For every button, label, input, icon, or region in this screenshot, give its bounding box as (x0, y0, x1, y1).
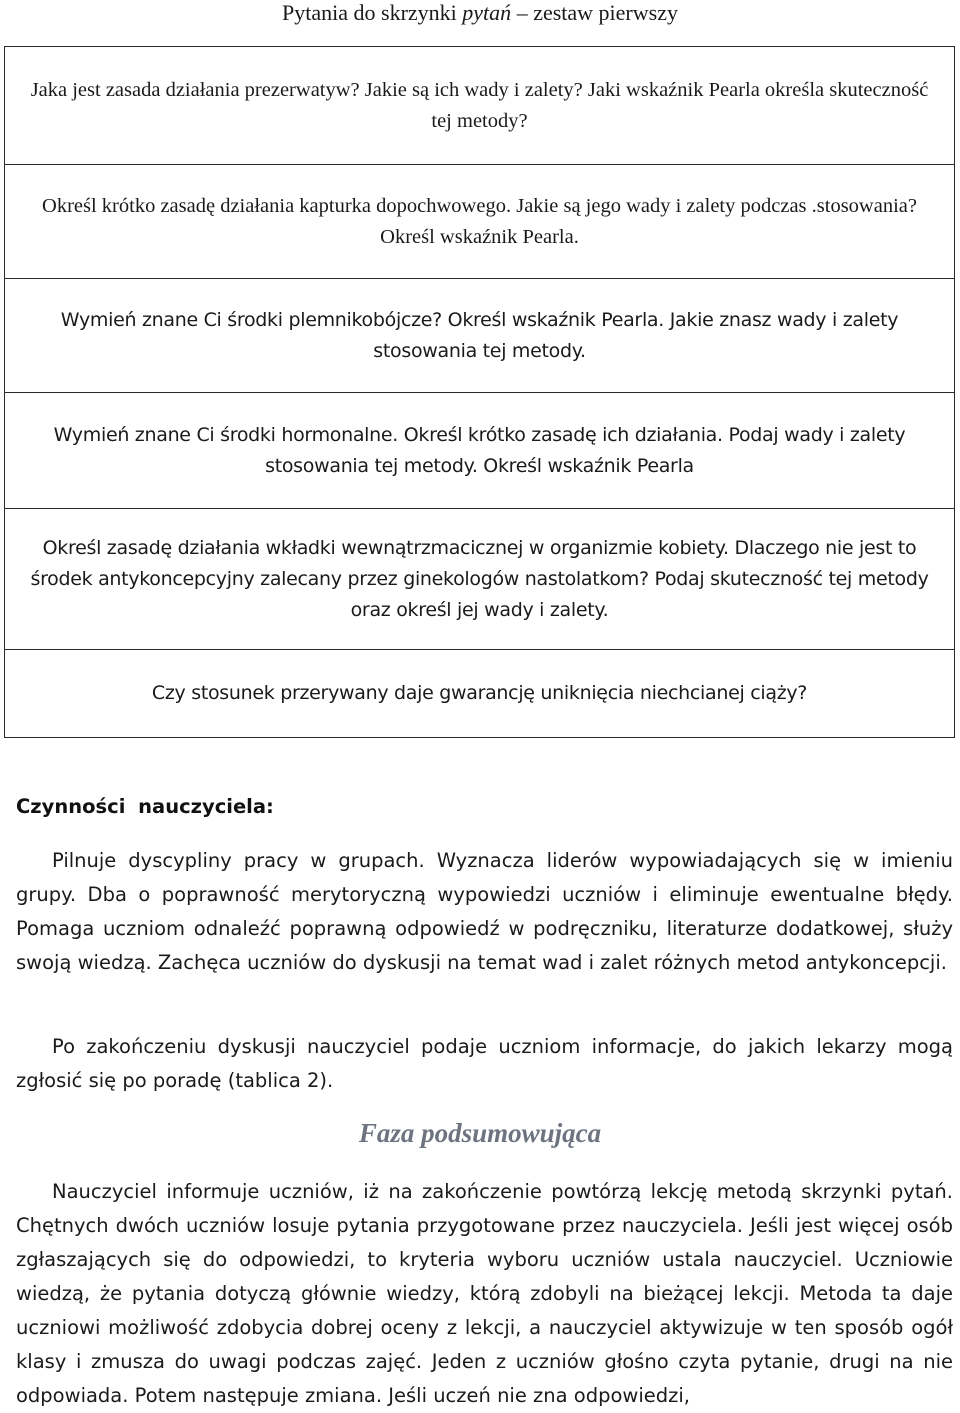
question-cell: Jaka jest zasada działania prezerwatyw? Jakie są ich wady i zalety? Jaki wskaźnik Pearla określa skuteczność tej metody? (5, 47, 955, 165)
summary-phase-heading: Faza podsumowująca (358, 1118, 602, 1148)
question-cell: Określ zasadę działania wkładki wewnątrzmacicznej w organizmie kobiety. Dlaczego nie jest to środek antykoncepcyjny zalecany przez ginekologów nastolatkom? Podaj skuteczność tej metody oraz określ jej wady i zalety. (5, 509, 955, 650)
question-row (5, 393, 955, 509)
page-title-suffix: – zestaw pierwszy (511, 0, 678, 25)
question-row (5, 509, 955, 650)
question-row (5, 165, 955, 279)
question-cell: Wymień znane Ci środki hormonalne. Określ krótko zasadę ich działania. Podaj wady i zalety stosowania tej metody. Określ wskaźnik Pearla (5, 393, 955, 509)
question-cell: Określ krótko zasadę działania kapturka dopochwowego. Jakie są jego wady i zalety podczas .stosowania? Określ wskaźnik Pearla. (5, 165, 955, 279)
question-row (5, 47, 955, 165)
summary-paragraph: Nauczyciel informuje uczniów, iż na zakończenie powtórzą lekcję metodą skrzynki pytań. Chętnych dwóch uczniów losuje pytania przygotowane przez nauczyciela. Jeśli jest więcej osób zgłaszających się do odpowiedzi, to kryteria wyboru uczniów ustala nauczyciel. Uczniowie wiedzą, że pytania dotyczą głównie wiedzy, którą zdobyli na bieżącej lekcji. Metoda ta daje uczniowi możliwość zdobycia dobrej oceny z lekcji, a nauczyciel aktywizuje w ten sposób ogół klasy i zmusza do uwagi podczas zajęć. Jeden z uczniów głośno czyta pytanie, drugi na nie odpowiada. Potem następuje zmiana. Jeśli uczeń nie zna odpowiedzi, (16, 1180, 953, 1407)
teacher-paragraph: Po zakończeniu dyskusji nauczyciel podaje uczniom informacje, do jakich lekarzy mogą zgłosić się po poradę (tablica 2). (16, 1035, 953, 1092)
questions-table (4, 46, 955, 738)
question-cell: Czy stosunek przerywany daje gwarancję uniknięcia niechcianej ciąży? (5, 650, 955, 738)
page-title-prefix: Pytania do skrzynki (282, 0, 463, 25)
question-row (5, 279, 955, 393)
page-title (0, 0, 960, 26)
page-title-italic: pytań (462, 0, 512, 25)
teacher-paragraph: Pilnuje dyscypliny pracy w grupach. Wyznacza liderów wypowiadających się w imieniu grupy. Dba o poprawność merytoryczną wypowiedzi uczniów i eliminuje ewentualne błędy. Pomaga uczniom odnaleźć poprawną odpowiedź w podręczniku, literaturze dodatkowej, służy swoją wiedzą. Zachęca uczniów do dyskusji na temat wad i zalet różnych metod antykoncepcji. (16, 849, 953, 974)
teacher-activities-heading: Czynności nauczyciela: (16, 795, 274, 818)
question-cell: Wymień znane Ci środki plemnikobójcze? Określ wskaźnik Pearla. Jakie znasz wady i zalety stosowania tej metody. (5, 279, 955, 393)
question-row (5, 650, 955, 738)
